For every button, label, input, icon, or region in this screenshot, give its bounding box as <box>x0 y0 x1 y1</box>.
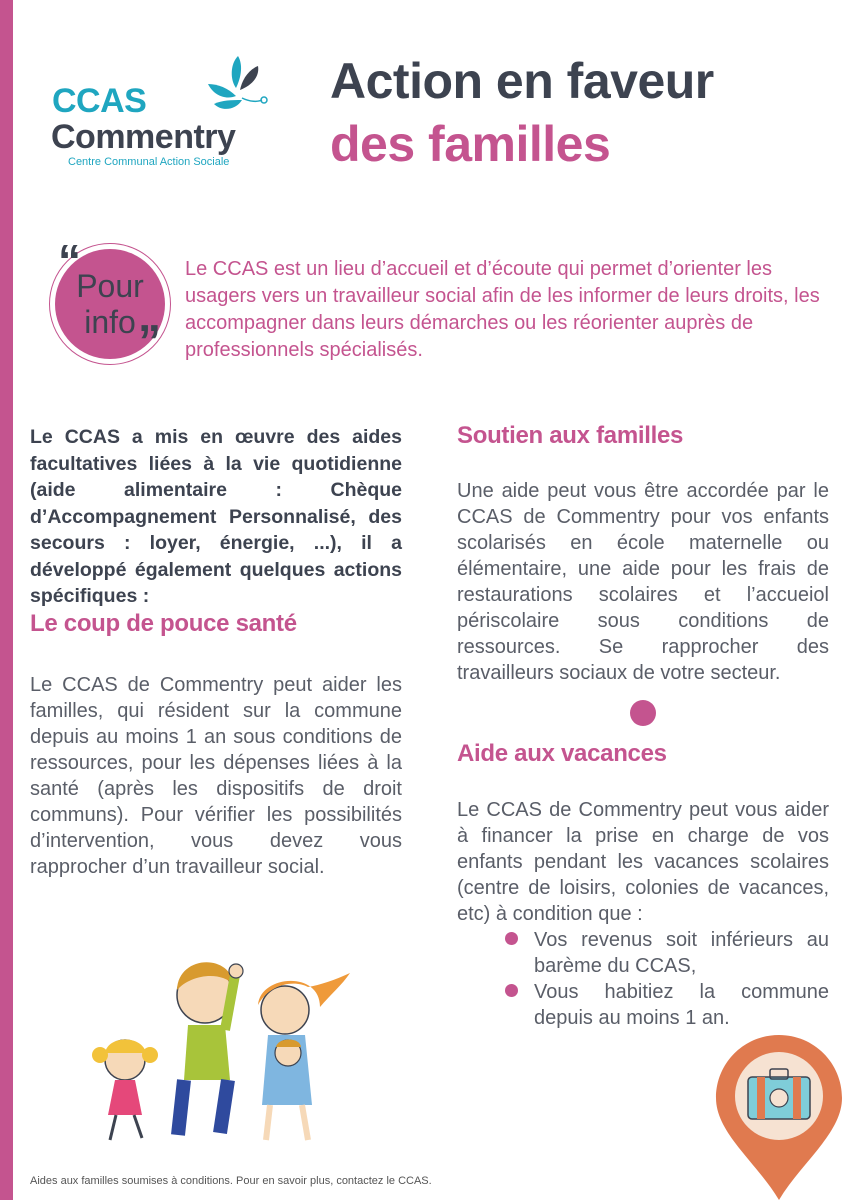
bullet-dot <box>505 932 518 945</box>
ccas-logo <box>50 50 280 175</box>
bullet-text-1: Vos revenus soit inférieurs au barème du CCAS, <box>534 929 829 977</box>
left-accent-stripe <box>0 0 13 1200</box>
dragonfly-icon <box>200 50 272 118</box>
close-quote-mark: ” <box>138 315 161 367</box>
page-title-line2: des familles <box>330 116 611 172</box>
section-text-sante: Le CCAS de Commentry peut aider les familles, qui résident sur la commune depuis au moins 1 an sous conditions de ressources, pour les dépenses liées à la santé (après les dispositifs de droit communs). Pour vérifier les possibilités d’intervention, vous devez vous rapprocher d’un travailleur social. <box>30 674 402 878</box>
happy-family-illustration <box>80 935 380 1155</box>
info-badge-line1: Pour <box>76 268 144 304</box>
logo-ccas-text: CCAS <box>52 82 147 120</box>
footer-note: Aides aux familles soumises à conditions. Pour en savoir plus, contactez le CCAS. <box>30 1175 432 1187</box>
section-heading-vacances: Aide aux vacances <box>457 740 667 767</box>
section-text-vacances: Le CCAS de Commentry peut vous aider à financer la prise en charge de vos enfants pendant les vacances scolaires (centre de loisirs, colonies de vacances, etc) à condition que : <box>457 799 829 925</box>
bullet-text-2: Vous habitiez la commune depuis au moins 1 an. <box>534 981 829 1029</box>
section-heading-sante: Le coup de pouce santé <box>30 610 297 637</box>
lead-paragraph: Le CCAS a mis en œuvre des aides facultatives liées à la vie quotidienne (aide alimentaire : Chèque d’Accompagnement Personnalisé, des secours : loyer, énergie, ...), il a développé également quelques actions spécifiques : <box>30 426 402 607</box>
intro-paragraph: Le CCAS est un lieu d’accueil et d’écoute qui permet d’orienter les usagers vers un travailleur social afin de les informer de leurs droits, les accompagner dans leurs démarches ou les réorienter auprès de professionnels spécialisés. <box>185 258 820 361</box>
suitcase-map-pin-icon <box>712 1033 846 1200</box>
section-vacances-block <box>457 797 829 1031</box>
info-badge-line2: info <box>84 304 136 340</box>
logo-subtitle: Centre Communal Action Sociale <box>68 156 230 168</box>
section-heading-soutien: Soutien aux familles <box>457 422 684 449</box>
bullet-dot <box>505 984 518 997</box>
section-text-soutien: Une aide peut vous être accordée par le CCAS de Commentry pour vos enfants scolarisés en école maternelle ou élémentaire, une aide pour les frais de restaurations scolaires et l’accueiol périscolaire sous conditions de ressources. Se rapprocher des travailleurs sociaux de votre secteur. <box>457 480 829 684</box>
logo-commentry-text: Commentry <box>51 118 236 156</box>
page-title-line1: Action en faveur <box>330 53 714 109</box>
open-quote-mark: “ <box>58 235 81 287</box>
section-divider-dot <box>630 700 656 726</box>
